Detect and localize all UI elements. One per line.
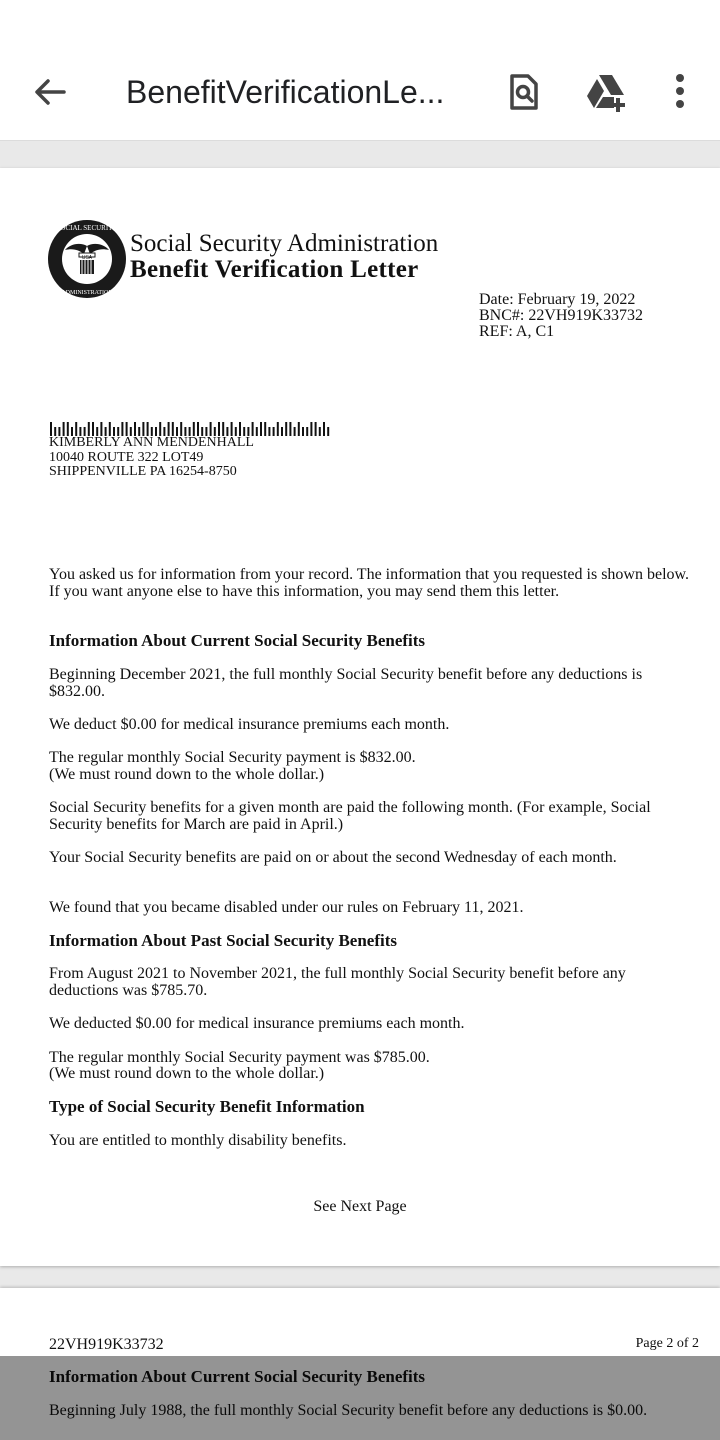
address-name: KIMBERLY ANN MENDENHALL <box>49 435 254 450</box>
app-bar <box>0 0 720 141</box>
letter-date: Date: February 19, 2022 <box>479 291 636 308</box>
svg-text:USA: USA <box>81 255 93 261</box>
page2-heading: Information About Current Social Security Benefits <box>49 1367 426 1386</box>
see-next-page: See Next Page <box>313 1198 407 1215</box>
back-button[interactable] <box>28 70 72 114</box>
current-deduction: We deduct $0.00 for medical insurance premiums each month. <box>49 716 450 733</box>
page-number: Page 2 of 2 <box>635 1336 699 1351</box>
letter-ref: REF: A, C1 <box>479 323 555 340</box>
letter-bnc: BNC#: 22VH919K33732 <box>479 307 644 324</box>
page2-bnc: 22VH919K33732 <box>49 1336 164 1353</box>
benefit-type-heading: Type of Social Security Benefit Information <box>49 1097 365 1116</box>
address-line-1: 10040 ROUTE 322 LOT49 <box>49 449 204 465</box>
add-to-drive-button[interactable] <box>584 70 628 114</box>
bottom-scrim <box>0 1356 720 1440</box>
disability-date: We found that you became disabled under our rules on February 11, 2021. <box>49 899 524 916</box>
past-benefit-amount: From August 2021 to November 2021, the full monthly Social Security benefit before any deductions was $785.70. <box>49 965 626 999</box>
past-payment: The regular monthly Social Security payment was $785.00. <box>49 1049 430 1066</box>
benefit-type: You are entitled to monthly disability benefits. <box>49 1132 347 1149</box>
more-options-button[interactable] <box>658 70 702 114</box>
find-in-page-button[interactable] <box>502 70 546 114</box>
postal-barcode <box>49 422 331 436</box>
current-rounding-note: (We must round down to the whole dollar.) <box>49 766 325 783</box>
svg-text:ADMINISTRATION: ADMINISTRATION <box>61 290 113 296</box>
past-rounding-note: (We must round down to the whole dollar.) <box>49 1065 325 1082</box>
past-deduction: We deducted $0.00 for medical insurance premiums each month. <box>49 1015 465 1032</box>
svg-text:SOCIAL SECURITY: SOCIAL SECURITY <box>56 224 118 232</box>
payment-schedule: Your Social Security benefits are paid on or about the second Wednesday of each month. <box>49 849 617 866</box>
letter-title: Benefit Verification Letter <box>130 256 419 283</box>
past-benefits-heading: Information About Past Social Security Benefits <box>49 931 398 950</box>
current-benefits-heading: Information About Current Social Security Benefits <box>49 631 426 650</box>
agency-name: Social Security Administration <box>130 230 439 257</box>
address-line-2: SHIPPENVILLE PA 16254-8750 <box>49 464 237 479</box>
find-in-page-icon <box>502 70 546 114</box>
arrow-back-icon <box>28 70 72 114</box>
more-vert-icon <box>658 70 702 114</box>
drive-add-icon <box>584 70 628 114</box>
ssa-seal-icon <box>46 218 128 300</box>
current-benefit-amount: Beginning December 2021, the full monthly Social Security benefit before any deductions is $832.00. <box>49 666 643 700</box>
document-title: BenefitVerificationLe... <box>126 74 445 110</box>
intro-paragraph: You asked us for information from your record. The information that you requested is shown below. If you want anyone else to have this information, you may send them this letter. <box>49 566 690 600</box>
page2-benefit-amount: Beginning July 1988, the full monthly Social Security benefit before any deductions is $0.00. <box>49 1402 648 1419</box>
payment-timing: Social Security benefits for a given month are paid the following month. (For example, Social Security benefits for March are paid in April.) <box>49 799 651 833</box>
current-payment: The regular monthly Social Security payment is $832.00. <box>49 749 416 766</box>
mailing-address <box>49 436 254 480</box>
letter-meta <box>479 292 643 340</box>
